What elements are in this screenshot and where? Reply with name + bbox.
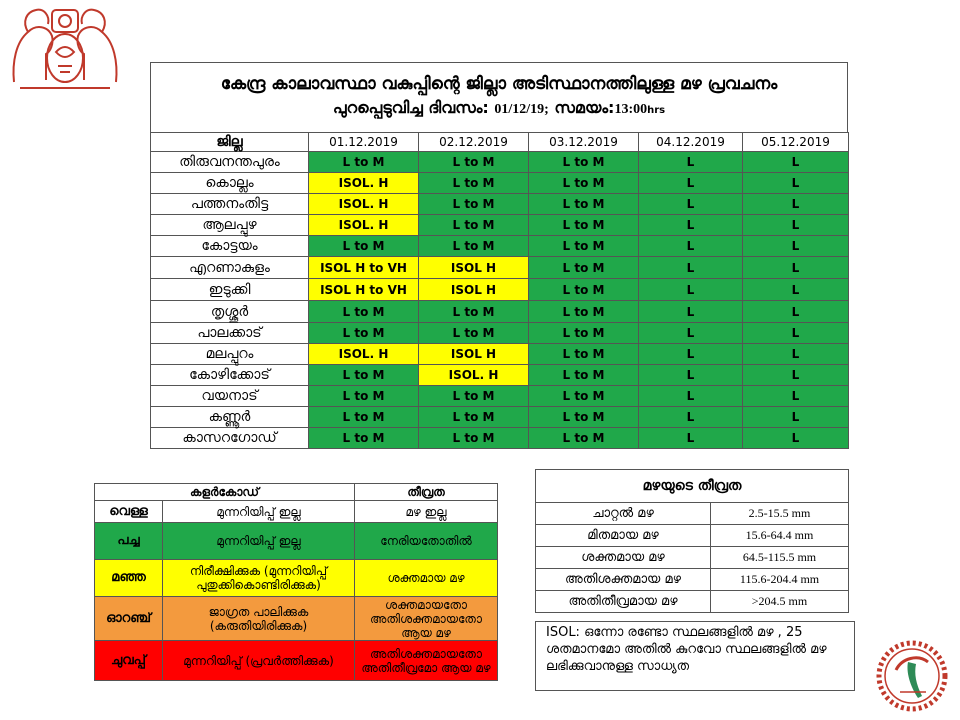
forecast-cell: L to M	[309, 407, 419, 428]
date-column-header: 02.12.2019	[419, 133, 529, 152]
district-row	[151, 152, 849, 173]
rain-range: 2.5-15.5 mm	[711, 503, 849, 525]
forecast-cell: L to M	[309, 152, 419, 173]
forecast-cell: ISOL H	[419, 257, 529, 279]
ksdma-logo	[872, 636, 952, 716]
rain-intensity-row	[536, 569, 849, 591]
legend-color-meaning: ജാഗ്രത പാലിക്കുക (കരുതിയിരിക്കുക)	[163, 597, 355, 641]
district-name: ആലപ്പുഴ	[151, 215, 309, 236]
forecast-cell: ISOL. H	[309, 215, 419, 236]
rain-category: അതിതീവ്രമായ മഴ	[536, 591, 711, 613]
district-name: പത്തനംതിട്ട	[151, 194, 309, 215]
color-code-legend	[94, 483, 497, 681]
kerala-emblem-logo	[6, 2, 124, 98]
date-column-header: 01.12.2019	[309, 133, 419, 152]
legend-color-name: പച്ച	[95, 523, 163, 560]
district-row	[151, 428, 849, 449]
forecast-cell: L to M	[529, 194, 639, 215]
intensity-header: തീവ്രത	[355, 484, 498, 501]
issued-date: 01/12/19;	[494, 102, 549, 117]
legend-color-meaning: മുന്നറിയിപ്പ് (പ്രവർത്തിക്കുക)	[163, 641, 355, 681]
rain-range: >204.5 mm	[711, 591, 849, 613]
forecast-cell: L	[743, 386, 849, 407]
district-column-header: ജില്ല	[151, 133, 309, 152]
forecast-cell: L	[639, 236, 743, 257]
rain-category: അതിശക്തമായ മഴ	[536, 569, 711, 591]
district-row	[151, 173, 849, 194]
isol-definition-note: ISOL: ഒന്നോ രണ്ടോ സ്ഥലങ്ങളിൽ മഴ , 25 ശതമാനമോ അതിൽ കുറവോ സ്ഥലങ്ങളിൽ മഴ ലഭിക്കുവാനുള്ള സാധ്യത	[535, 621, 855, 691]
forecast-cell: ISOL. H	[419, 365, 529, 386]
forecast-cell: L	[639, 301, 743, 323]
forecast-cell: L	[639, 152, 743, 173]
forecast-panel	[150, 62, 848, 449]
forecast-cell: L	[743, 365, 849, 386]
forecast-cell: L to M	[419, 173, 529, 194]
forecast-cell: L to M	[529, 236, 639, 257]
forecast-cell: L to M	[529, 344, 639, 365]
rain-range: 15.6-64.4 mm	[711, 525, 849, 547]
color-code-table	[94, 483, 498, 681]
forecast-header-row	[151, 133, 849, 152]
district-row	[151, 194, 849, 215]
legend-header-row	[95, 484, 498, 501]
forecast-cell: L	[743, 323, 849, 344]
forecast-cell: ISOL H	[419, 279, 529, 301]
district-row	[151, 407, 849, 428]
rain-range: 64.5-115.5 mm	[711, 547, 849, 569]
rain-intensity-table	[535, 469, 849, 613]
forecast-cell: L to M	[529, 323, 639, 344]
legend-intensity: അതിശക്തമായതോ അതിതീവ്രമോ ആയ മഴ	[355, 641, 498, 681]
forecast-cell: L to M	[529, 215, 639, 236]
issued-label: പുറപ്പെടുവിച്ച ദിവസം	[332, 98, 483, 117]
forecast-cell: L	[639, 194, 743, 215]
forecast-cell: L to M	[419, 386, 529, 407]
forecast-cell: L	[743, 236, 849, 257]
forecast-cell: ISOL. H	[309, 194, 419, 215]
district-row	[151, 257, 849, 279]
forecast-cell: L	[639, 173, 743, 194]
forecast-cell: L	[743, 215, 849, 236]
issued-line: പുറപ്പെടുവിച്ച ദിവസം: 01/12/19; സമയം:13:00hrs	[332, 98, 666, 117]
forecast-cell: L	[639, 344, 743, 365]
rain-intensity-header-row	[536, 470, 849, 503]
forecast-cell: ISOL H to VH	[309, 279, 419, 301]
district-row	[151, 365, 849, 386]
time-label: സമയം	[554, 98, 609, 117]
forecast-title-block	[150, 62, 848, 132]
rain-category: മിതമായ മഴ	[536, 525, 711, 547]
forecast-cell: L	[743, 173, 849, 194]
forecast-cell: L	[639, 215, 743, 236]
forecast-cell: L to M	[529, 301, 639, 323]
legend-intensity: നേരിയതോതിൽ	[355, 523, 498, 560]
forecast-cell: L	[639, 257, 743, 279]
forecast-cell: L to M	[419, 407, 529, 428]
forecast-cell: L	[639, 365, 743, 386]
rain-range: 115.6-204.4 mm	[711, 569, 849, 591]
rain-intensity-title: മഴയുടെ തീവ്രത	[536, 470, 849, 503]
legend-color-name: മഞ്ഞ	[95, 560, 163, 597]
forecast-cell: L to M	[529, 257, 639, 279]
legend-row	[95, 641, 498, 681]
forecast-cell: ISOL H to VH	[309, 257, 419, 279]
rain-category: ചാറ്റൽ മഴ	[536, 503, 711, 525]
district-name: തിരുവനന്തപുരം	[151, 152, 309, 173]
district-name: കോട്ടയം	[151, 236, 309, 257]
legend-color-name: വെള്ള	[95, 501, 163, 523]
forecast-cell: L to M	[419, 301, 529, 323]
district-name: കോഴിക്കോട്	[151, 365, 309, 386]
forecast-cell: L to M	[419, 194, 529, 215]
forecast-title: കേന്ദ്ര കാലാവസ്ഥാ വകുപ്പിന്റെ ജില്ലാ അടിസ്ഥാനത്തിലുള്ള മഴ പ്രവചനം	[220, 74, 778, 94]
forecast-table	[150, 132, 849, 449]
forecast-cell: L	[743, 407, 849, 428]
legend-row	[95, 501, 498, 523]
date-column-header: 03.12.2019	[529, 133, 639, 152]
forecast-cell: L to M	[419, 323, 529, 344]
forecast-cell: L to M	[419, 152, 529, 173]
rain-category: ശക്തമായ മഴ	[536, 547, 711, 569]
date-column-header: 04.12.2019	[639, 133, 743, 152]
legend-intensity: ശക്തമായ മഴ	[355, 560, 498, 597]
legend-color-meaning: മുന്നറിയിപ്പ് ഇല്ല	[163, 501, 355, 523]
rain-intensity-row	[536, 503, 849, 525]
rain-intensity-row	[536, 525, 849, 547]
forecast-cell: L to M	[309, 386, 419, 407]
forecast-cell: L	[639, 386, 743, 407]
forecast-cell: L to M	[419, 215, 529, 236]
forecast-cell: L to M	[309, 301, 419, 323]
forecast-cell: L to M	[309, 428, 419, 449]
legend-intensity: ശക്തമായതോ അതിശക്തമായതോ ആയ മഴ	[355, 597, 498, 641]
date-column-header: 05.12.2019	[743, 133, 849, 152]
district-row	[151, 215, 849, 236]
forecast-cell: L to M	[419, 236, 529, 257]
forecast-cell: L	[743, 257, 849, 279]
district-name: കണ്ണൂർ	[151, 407, 309, 428]
color-code-header: കളർകോഡ്	[95, 484, 355, 501]
forecast-cell: L	[743, 344, 849, 365]
district-row	[151, 344, 849, 365]
district-name: പാലക്കാട്	[151, 323, 309, 344]
forecast-cell: L to M	[529, 365, 639, 386]
district-name: കാസറഗോഡ്	[151, 428, 309, 449]
forecast-cell: L to M	[529, 386, 639, 407]
district-row	[151, 301, 849, 323]
forecast-cell: L	[639, 407, 743, 428]
rain-intensity-row	[536, 591, 849, 613]
legend-color-name: ചുവപ്പ്	[95, 641, 163, 681]
district-row	[151, 323, 849, 344]
forecast-cell: L	[639, 279, 743, 301]
forecast-cell: L to M	[419, 428, 529, 449]
legend-row	[95, 523, 498, 560]
time-unit: hrs	[647, 105, 666, 116]
legend-intensity: മഴ ഇല്ല	[355, 501, 498, 523]
district-row	[151, 386, 849, 407]
district-name: എറണാകുളം	[151, 257, 309, 279]
forecast-cell: L to M	[309, 365, 419, 386]
forecast-cell: L	[743, 279, 849, 301]
forecast-cell: L	[743, 194, 849, 215]
district-name: ഇടുക്കി	[151, 279, 309, 301]
district-row	[151, 236, 849, 257]
forecast-cell: L	[743, 301, 849, 323]
forecast-cell: L	[639, 428, 743, 449]
rain-intensity-panel	[535, 469, 848, 613]
forecast-cell: ISOL. H	[309, 173, 419, 194]
forecast-cell: L	[639, 323, 743, 344]
legend-row	[95, 597, 498, 641]
forecast-cell: L to M	[309, 236, 419, 257]
forecast-cell: ISOL H	[419, 344, 529, 365]
district-name: വയനാട്	[151, 386, 309, 407]
forecast-cell: L to M	[529, 428, 639, 449]
time-value: 13:00	[614, 102, 648, 117]
district-name: തൃശ്ശൂർ	[151, 301, 309, 323]
legend-color-meaning: നിരീക്ഷിക്കുക (മുന്നറിയിപ്പ് പുതുക്കികൊണ്ടിരിക്കുക)	[163, 560, 355, 597]
rain-intensity-row	[536, 547, 849, 569]
district-name: കൊല്ലം	[151, 173, 309, 194]
forecast-cell: L to M	[529, 279, 639, 301]
forecast-cell: L to M	[529, 152, 639, 173]
forecast-cell: ISOL. H	[309, 344, 419, 365]
district-row	[151, 279, 849, 301]
forecast-cell: L to M	[529, 173, 639, 194]
forecast-cell: L to M	[529, 407, 639, 428]
forecast-cell: L	[743, 428, 849, 449]
legend-row	[95, 560, 498, 597]
forecast-cell: L to M	[309, 323, 419, 344]
legend-color-meaning: മുന്നറിയിപ്പ് ഇല്ല	[163, 523, 355, 560]
legend-color-name: ഓറഞ്ച്	[95, 597, 163, 641]
district-name: മലപ്പുറം	[151, 344, 309, 365]
forecast-cell: L	[743, 152, 849, 173]
